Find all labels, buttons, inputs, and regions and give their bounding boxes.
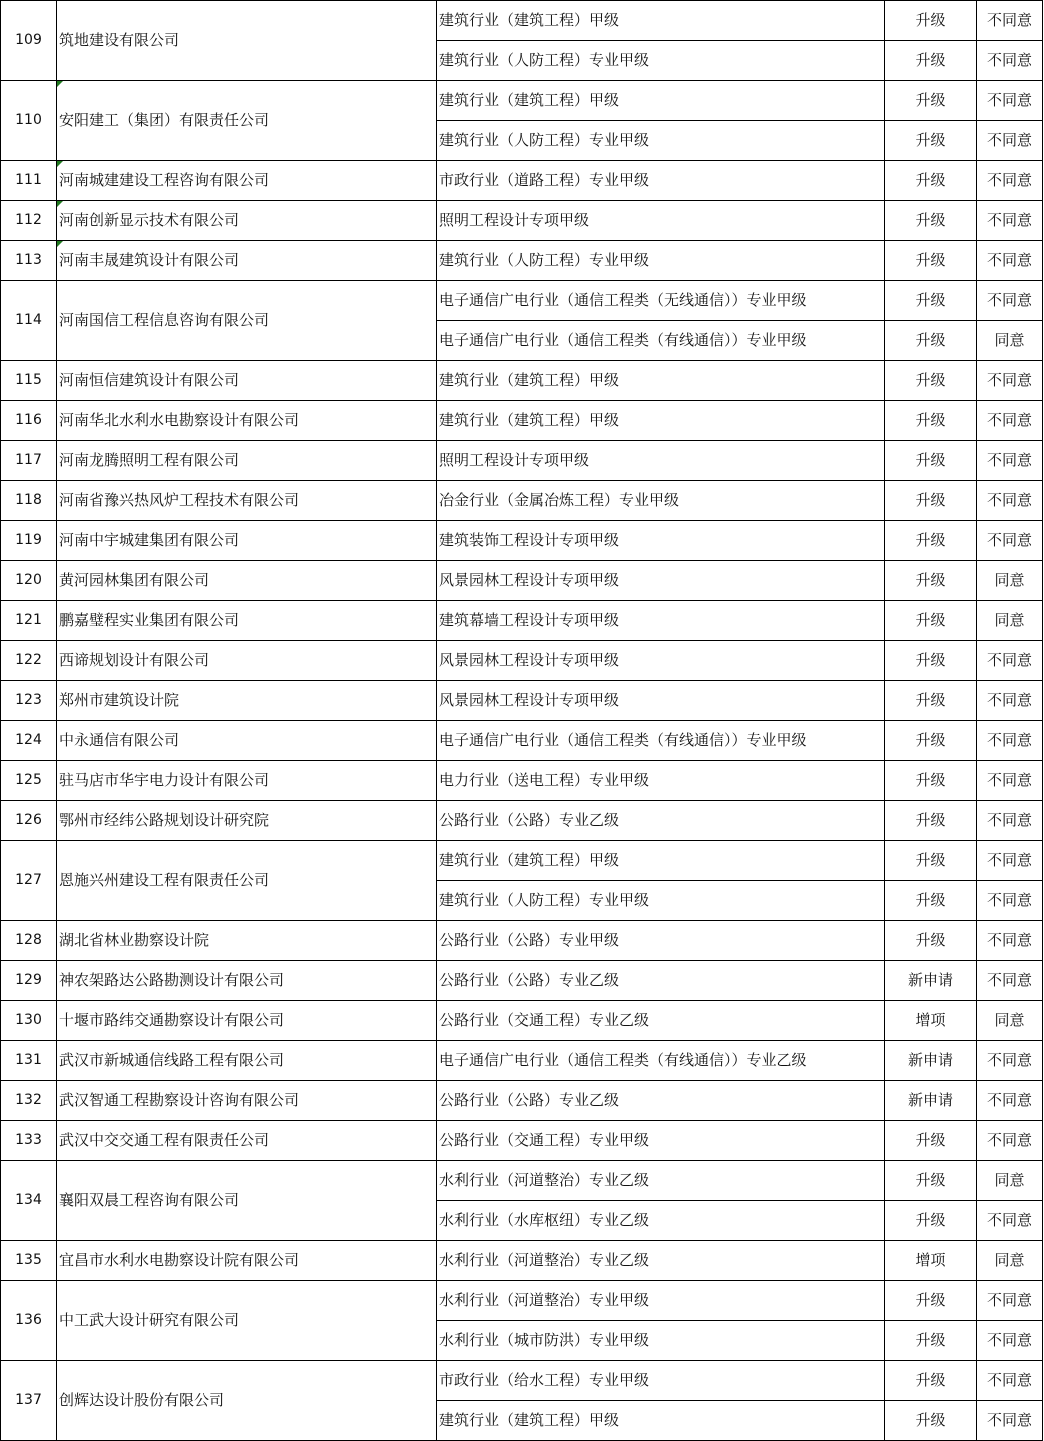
- application-type-cell: 升级: [885, 601, 977, 641]
- row-number-cell: 114: [1, 281, 57, 361]
- review-opinion-cell: 不同意: [977, 721, 1043, 761]
- qualification-cell: 水利行业（城市防洪）专业甲级: [437, 1321, 885, 1361]
- application-type-cell: 增项: [885, 1001, 977, 1041]
- company-name-cell: 河南国信工程信息咨询有限公司: [57, 281, 437, 361]
- row-number-cell: 135: [1, 1241, 57, 1281]
- review-opinion-cell: 不同意: [977, 1281, 1043, 1321]
- review-opinion-cell: 不同意: [977, 481, 1043, 521]
- table-row: [1, 441, 1043, 481]
- company-name-cell: 河南中宇城建集团有限公司: [57, 521, 437, 561]
- application-type-cell: 升级: [885, 161, 977, 201]
- review-opinion-cell: 不同意: [977, 761, 1043, 801]
- application-type-cell: 升级: [885, 761, 977, 801]
- row-number-cell: 125: [1, 761, 57, 801]
- review-opinion-cell: 同意: [977, 1001, 1043, 1041]
- application-type-cell: 升级: [885, 481, 977, 521]
- qualification-cell: 水利行业（河道整治）专业乙级: [437, 1161, 885, 1201]
- table-row: [1, 401, 1043, 441]
- application-type-cell: 升级: [885, 1161, 977, 1201]
- company-name-cell: 河南龙腾照明工程有限公司: [57, 441, 437, 481]
- application-type-cell: 升级: [885, 521, 977, 561]
- review-opinion-cell: 不同意: [977, 1201, 1043, 1241]
- review-opinion-cell: 不同意: [977, 1361, 1043, 1401]
- application-type-cell: 升级: [885, 801, 977, 841]
- row-number-cell: 134: [1, 1161, 57, 1241]
- company-name-cell: 河南华北水利水电勘察设计有限公司: [57, 401, 437, 441]
- row-number-cell: 122: [1, 641, 57, 681]
- table-row: [1, 281, 1043, 321]
- application-type-cell: 升级: [885, 1321, 977, 1361]
- application-type-cell: 升级: [885, 1401, 977, 1441]
- qualification-cell: 公路行业（公路）专业甲级: [437, 921, 885, 961]
- review-opinion-cell: 同意: [977, 601, 1043, 641]
- table-row: [1, 81, 1043, 121]
- company-name-cell: 鄂州市经纬公路规划设计研究院: [57, 801, 437, 841]
- company-name-cell: 湖北省林业勘察设计院: [57, 921, 437, 961]
- row-number-cell: 126: [1, 801, 57, 841]
- row-number-cell: 116: [1, 401, 57, 441]
- application-type-cell: 升级: [885, 841, 977, 881]
- company-name-cell: 河南城建建设工程咨询有限公司: [57, 161, 437, 201]
- table-row: [1, 921, 1043, 961]
- review-opinion-cell: 不同意: [977, 161, 1043, 201]
- qualification-cell: 建筑幕墙工程设计专项甲级: [437, 601, 885, 641]
- company-name-cell: 宜昌市水利水电勘察设计院有限公司: [57, 1241, 437, 1281]
- review-opinion-cell: 不同意: [977, 521, 1043, 561]
- review-opinion-cell: 不同意: [977, 41, 1043, 81]
- application-type-cell: 升级: [885, 1, 977, 41]
- row-number-cell: 136: [1, 1281, 57, 1361]
- qualification-cell: 公路行业（公路）专业乙级: [437, 961, 885, 1001]
- review-opinion-cell: 不同意: [977, 1121, 1043, 1161]
- company-name-cell: 创辉达设计股份有限公司: [57, 1361, 437, 1441]
- table-row: [1, 481, 1043, 521]
- qualification-cell: 公路行业（公路）专业乙级: [437, 1081, 885, 1121]
- qualification-cell: 建筑行业（建筑工程）甲级: [437, 361, 885, 401]
- row-number-cell: 119: [1, 521, 57, 561]
- qualification-cell: 建筑行业（建筑工程）甲级: [437, 1, 885, 41]
- application-type-cell: 升级: [885, 1361, 977, 1401]
- row-number-cell: 127: [1, 841, 57, 921]
- row-number-cell: 131: [1, 1041, 57, 1081]
- qualification-cell: 照明工程设计专项甲级: [437, 441, 885, 481]
- application-type-cell: 升级: [885, 1121, 977, 1161]
- qualification-cell: 建筑行业（建筑工程）甲级: [437, 401, 885, 441]
- row-number-cell: 115: [1, 361, 57, 401]
- company-name-cell: 神农架路达公路勘测设计有限公司: [57, 961, 437, 1001]
- review-opinion-cell: 不同意: [977, 121, 1043, 161]
- company-name-cell: 恩施兴州建设工程有限责任公司: [57, 841, 437, 921]
- qualification-cell: 风景园林工程设计专项甲级: [437, 681, 885, 721]
- application-type-cell: 升级: [885, 441, 977, 481]
- application-type-cell: 升级: [885, 1201, 977, 1241]
- row-number-cell: 117: [1, 441, 57, 481]
- table-row: [1, 641, 1043, 681]
- application-type-cell: 升级: [885, 201, 977, 241]
- review-opinion-cell: 不同意: [977, 401, 1043, 441]
- application-type-cell: 增项: [885, 1241, 977, 1281]
- review-opinion-cell: 不同意: [977, 881, 1043, 921]
- table-row: [1, 1081, 1043, 1121]
- review-opinion-cell: 不同意: [977, 641, 1043, 681]
- table-row: [1, 761, 1043, 801]
- qualification-cell: 冶金行业（金属冶炼工程）专业甲级: [437, 481, 885, 521]
- application-type-cell: 新申请: [885, 1041, 977, 1081]
- review-opinion-cell: 不同意: [977, 1321, 1043, 1361]
- row-number-cell: 111: [1, 161, 57, 201]
- company-name-cell: 中永通信有限公司: [57, 721, 437, 761]
- table-body: [1, 1, 1043, 1441]
- application-type-cell: 升级: [885, 241, 977, 281]
- application-type-cell: 升级: [885, 81, 977, 121]
- row-number-cell: 120: [1, 561, 57, 601]
- review-opinion-cell: 不同意: [977, 361, 1043, 401]
- company-name-cell: 河南省豫兴热风炉工程技术有限公司: [57, 481, 437, 521]
- row-number-cell: 124: [1, 721, 57, 761]
- qualification-cell: 建筑行业（建筑工程）甲级: [437, 1401, 885, 1441]
- qualification-cell: 建筑行业（人防工程）专业甲级: [437, 881, 885, 921]
- qualification-cell: 风景园林工程设计专项甲级: [437, 561, 885, 601]
- row-number-cell: 121: [1, 601, 57, 641]
- review-opinion-cell: 不同意: [977, 1401, 1043, 1441]
- review-opinion-cell: 不同意: [977, 1041, 1043, 1081]
- company-name-cell: 郑州市建筑设计院: [57, 681, 437, 721]
- company-name-cell: 武汉中交交通工程有限责任公司: [57, 1121, 437, 1161]
- review-opinion-cell: 不同意: [977, 841, 1043, 881]
- table-row: [1, 1361, 1043, 1401]
- table-row: [1, 1161, 1043, 1201]
- company-name-cell: 河南创新显示技术有限公司: [57, 201, 437, 241]
- qualification-cell: 风景园林工程设计专项甲级: [437, 641, 885, 681]
- row-number-cell: 130: [1, 1001, 57, 1041]
- application-type-cell: 新申请: [885, 961, 977, 1001]
- row-number-cell: 129: [1, 961, 57, 1001]
- company-name-cell: 鹏嘉璧程实业集团有限公司: [57, 601, 437, 641]
- application-type-cell: 升级: [885, 681, 977, 721]
- qualification-cell: 水利行业（水库枢纽）专业乙级: [437, 1201, 885, 1241]
- table-row: [1, 1121, 1043, 1161]
- table-row: [1, 161, 1043, 201]
- company-name-cell: 武汉智通工程勘察设计咨询有限公司: [57, 1081, 437, 1121]
- qualification-cell: 建筑行业（建筑工程）甲级: [437, 81, 885, 121]
- application-type-cell: 升级: [885, 41, 977, 81]
- qualification-cell: 建筑行业（人防工程）专业甲级: [437, 241, 885, 281]
- qualification-cell: 建筑行业（建筑工程）甲级: [437, 841, 885, 881]
- qualification-cell: 电子通信广电行业（通信工程类（有线通信））专业甲级: [437, 321, 885, 361]
- row-number-cell: 112: [1, 201, 57, 241]
- table-row: [1, 1001, 1043, 1041]
- row-number-cell: 113: [1, 241, 57, 281]
- qualification-cell: 水利行业（河道整治）专业乙级: [437, 1241, 885, 1281]
- qualification-cell: 电子通信广电行业（通信工程类（有线通信））专业乙级: [437, 1041, 885, 1081]
- table-row: [1, 241, 1043, 281]
- company-name-cell: 西谛规划设计有限公司: [57, 641, 437, 681]
- row-number-cell: 109: [1, 1, 57, 81]
- review-opinion-cell: 不同意: [977, 921, 1043, 961]
- review-opinion-cell: 不同意: [977, 801, 1043, 841]
- review-opinion-cell: 不同意: [977, 281, 1043, 321]
- qualification-cell: 公路行业（公路）专业乙级: [437, 801, 885, 841]
- review-opinion-cell: 同意: [977, 561, 1043, 601]
- table-row: [1, 601, 1043, 641]
- review-opinion-cell: 不同意: [977, 961, 1043, 1001]
- review-opinion-cell: 同意: [977, 1241, 1043, 1281]
- row-number-cell: 133: [1, 1121, 57, 1161]
- row-number-cell: 128: [1, 921, 57, 961]
- company-name-cell: 驻马店市华宇电力设计有限公司: [57, 761, 437, 801]
- table-row: [1, 1, 1043, 41]
- qualification-cell: 公路行业（交通工程）专业甲级: [437, 1121, 885, 1161]
- review-opinion-cell: 不同意: [977, 441, 1043, 481]
- qualification-cell: 电子通信广电行业（通信工程类（有线通信））专业甲级: [437, 721, 885, 761]
- table-row: [1, 1041, 1043, 1081]
- table-row: [1, 521, 1043, 561]
- row-number-cell: 137: [1, 1361, 57, 1441]
- qualification-cell: 市政行业（道路工程）专业甲级: [437, 161, 885, 201]
- table-row: [1, 361, 1043, 401]
- qualification-cell: 建筑行业（人防工程）专业甲级: [437, 121, 885, 161]
- application-type-cell: 升级: [885, 361, 977, 401]
- application-type-cell: 新申请: [885, 1081, 977, 1121]
- qualification-cell: 电力行业（送电工程）专业甲级: [437, 761, 885, 801]
- review-opinion-cell: 不同意: [977, 1081, 1043, 1121]
- qualification-cell: 电子通信广电行业（通信工程类（无线通信））专业甲级: [437, 281, 885, 321]
- qualification-cell: 水利行业（河道整治）专业甲级: [437, 1281, 885, 1321]
- row-number-cell: 118: [1, 481, 57, 521]
- application-type-cell: 升级: [885, 641, 977, 681]
- application-type-cell: 升级: [885, 921, 977, 961]
- table-row: [1, 721, 1043, 761]
- table-row: [1, 681, 1043, 721]
- qualification-cell: 建筑装饰工程设计专项甲级: [437, 521, 885, 561]
- qualification-cell: 建筑行业（人防工程）专业甲级: [437, 41, 885, 81]
- company-name-cell: 筑地建设有限公司: [57, 1, 437, 81]
- application-type-cell: 升级: [885, 281, 977, 321]
- row-number-cell: 123: [1, 681, 57, 721]
- qualification-cell: 照明工程设计专项甲级: [437, 201, 885, 241]
- application-type-cell: 升级: [885, 121, 977, 161]
- company-name-cell: 中工武大设计研究有限公司: [57, 1281, 437, 1361]
- table-row: [1, 841, 1043, 881]
- application-type-cell: 升级: [885, 321, 977, 361]
- application-type-cell: 升级: [885, 1281, 977, 1321]
- application-type-cell: 升级: [885, 401, 977, 441]
- table-row: [1, 961, 1043, 1001]
- company-name-cell: 武汉市新城通信线路工程有限公司: [57, 1041, 437, 1081]
- company-name-cell: 安阳建工（集团）有限责任公司: [57, 81, 437, 161]
- table-row: [1, 1281, 1043, 1321]
- review-opinion-cell: 同意: [977, 1161, 1043, 1201]
- review-opinion-cell: 不同意: [977, 201, 1043, 241]
- review-opinion-cell: 不同意: [977, 241, 1043, 281]
- review-opinion-cell: 不同意: [977, 81, 1043, 121]
- table-row: [1, 201, 1043, 241]
- review-opinion-cell: 同意: [977, 321, 1043, 361]
- application-type-cell: 升级: [885, 561, 977, 601]
- table-row: [1, 561, 1043, 601]
- application-type-cell: 升级: [885, 881, 977, 921]
- table-row: [1, 801, 1043, 841]
- row-number-cell: 132: [1, 1081, 57, 1121]
- company-name-cell: 襄阳双晨工程咨询有限公司: [57, 1161, 437, 1241]
- row-number-cell: 110: [1, 81, 57, 161]
- qualification-cell: 市政行业（给水工程）专业甲级: [437, 1361, 885, 1401]
- company-name-cell: 河南丰晟建筑设计有限公司: [57, 241, 437, 281]
- review-opinion-cell: 不同意: [977, 1, 1043, 41]
- table-row: [1, 1241, 1043, 1281]
- company-name-cell: 河南恒信建筑设计有限公司: [57, 361, 437, 401]
- review-opinion-cell: 不同意: [977, 681, 1043, 721]
- company-name-cell: 黄河园林集团有限公司: [57, 561, 437, 601]
- application-type-cell: 升级: [885, 721, 977, 761]
- qualification-cell: 公路行业（交通工程）专业乙级: [437, 1001, 885, 1041]
- company-name-cell: 十堰市路纬交通勘察设计有限公司: [57, 1001, 437, 1041]
